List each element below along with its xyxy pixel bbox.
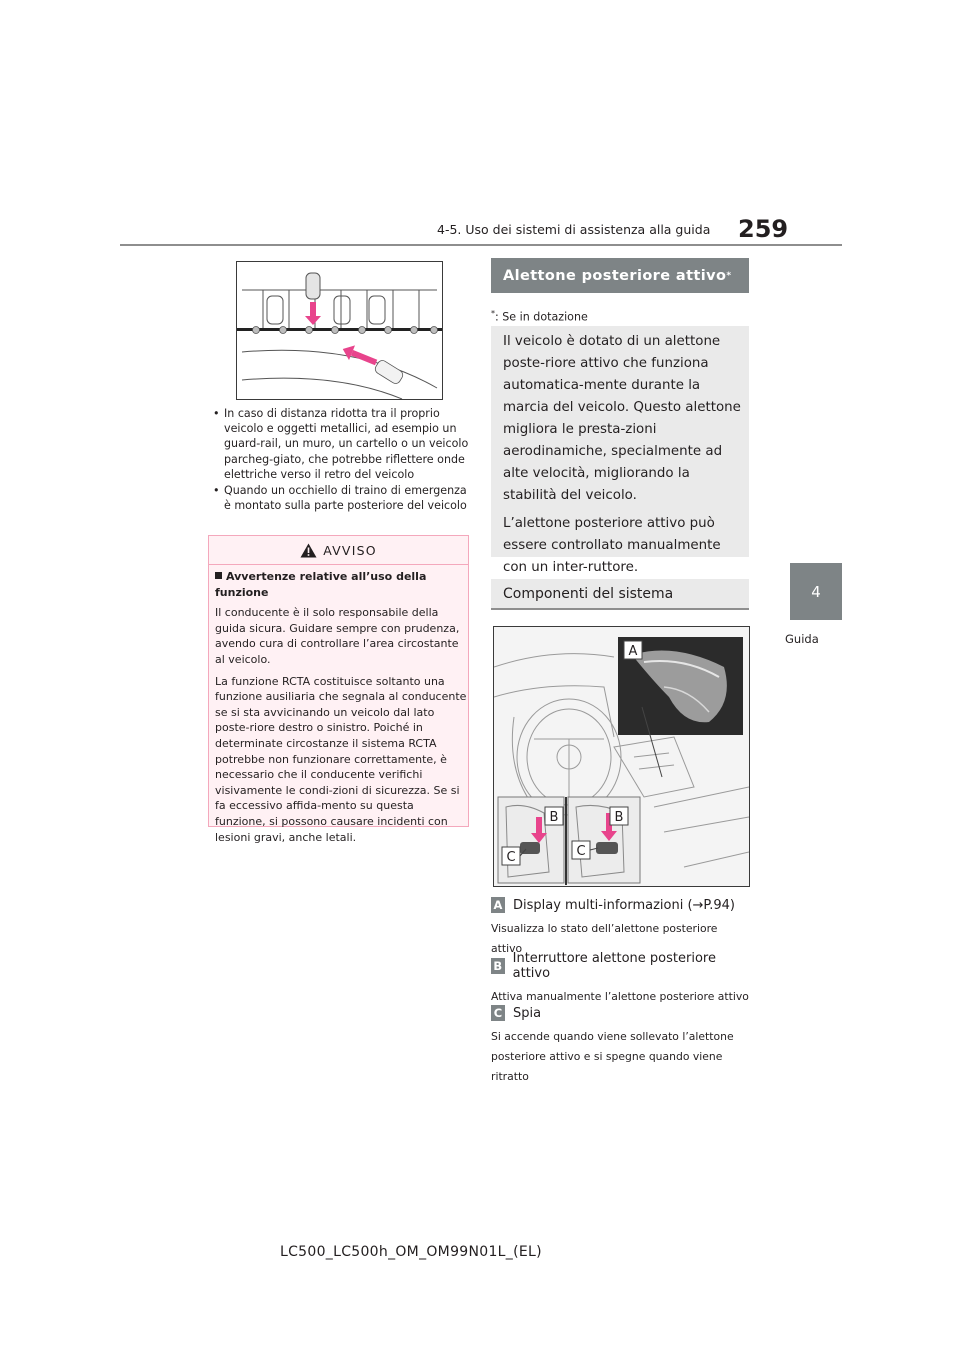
component-badge: A <box>491 897 505 913</box>
component-title: Interruttore alettone posteriore attivo <box>512 951 716 981</box>
figure-label-b-left: B <box>549 810 559 825</box>
component-description: Attiva manualmente l’alettone posteriore attivo <box>491 990 749 1003</box>
footnote-text: : Se in dotazione <box>495 310 588 324</box>
spoiler-section-heading <box>491 258 749 293</box>
parking-illustration-graphic <box>237 262 442 399</box>
warning-header <box>209 536 468 565</box>
component-title: Spia <box>513 1005 542 1021</box>
spoiler-components-illustration <box>493 626 750 887</box>
intro-paragraph: L’alettone posteriore attivo può essere controllato manualmente con un inter-ruttore. <box>503 516 721 575</box>
warning-triangle-icon <box>300 543 317 558</box>
warning-title: AVVISO <box>323 542 377 558</box>
component-title: Display multi-informazioni (→P.94) <box>513 897 735 913</box>
chapter-tab <box>790 563 842 620</box>
condition-bullet-list <box>213 406 471 514</box>
chapter-number: 4 <box>811 582 821 601</box>
component-item-a <box>491 897 751 959</box>
figure-label-c-right: C <box>576 844 586 859</box>
component-item-b <box>491 951 751 1007</box>
warning-body <box>215 569 467 851</box>
document-code: LC500_LC500h_OM_OM99N01L_(EL) <box>280 1244 542 1260</box>
component-badge: C <box>491 1005 505 1021</box>
component-item-c <box>491 1005 751 1087</box>
spoiler-heading-text: Alettone posteriore attivo <box>503 267 727 284</box>
heading-asterisk: * <box>726 270 732 281</box>
figure-label-c-left: C <box>506 850 516 865</box>
warning-paragraph: La funzione RCTA costituisce soltanto una funzione ausiliaria che segnala al conducente se si sta avvicinando un veicolo dal lato poste-riore destro o sinistro. Poiché in determinate circostanze il sistema RCTA potrebbe non funzionare correttamente, è necessario che il conducente verifichi visivamente le condi-zioni di sicurezza. Se si fa eccessivo affida-mento su questa funzione, si possono causare incidenti con lesioni gravi, anche letali. <box>215 674 467 844</box>
component-badge: B <box>491 958 505 974</box>
intro-paragraph: Il veicolo è dotato di un alettone poste-riore attivo che funziona automatica-mente durante la marcia del veicolo. Questo alettone migliora le presta-zioni aerodinamiche, specialmente ad alte velocità, migliorando la stabilità del veicolo. <box>503 334 741 503</box>
square-bullet-icon <box>215 572 222 579</box>
list-item: • Quando un occhiello di traino di emergenza è montato sulla parte posteriore del veicolo <box>213 483 471 513</box>
warning-subtitle-text: Avvertenze relative all’uso della funzione <box>215 570 427 599</box>
page-number: 259 <box>738 215 789 243</box>
list-item: • In caso di distanza ridotta tra il proprio veicolo e oggetti metallici, ad esempio un guard-rail, un muro, un cartello o un veicolo parcheg-giato, che potrebbe riflettere onde elettriche verso il retro del veicolo <box>213 406 471 482</box>
spoiler-intro-box <box>491 326 749 575</box>
component-description: Visualizza lo stato dell’alettone posteriore attivo <box>491 922 718 955</box>
warning-subtitle <box>215 569 467 600</box>
component-description: Si accende quando viene sollevato l’alettone posteriore attivo e si spegne quando viene ritratto <box>491 1030 734 1083</box>
components-heading: Componenti del sistema <box>491 579 749 610</box>
warning-box <box>208 535 469 844</box>
footnote <box>491 309 588 324</box>
header-rule <box>120 244 842 246</box>
footnote-marker: * <box>491 309 495 318</box>
parking-illustration <box>236 261 443 400</box>
warning-paragraph: Il conducente è il solo responsabile della guida sicura. Guidare sempre con prudenza, avendo cura di controllare l’area circostante al veicolo. <box>215 606 460 666</box>
figure-label-b-right: B <box>614 810 624 825</box>
cockpit-graphic <box>494 627 749 886</box>
section-header: 4-5. Uso dei sistemi di assistenza alla guida <box>437 222 711 237</box>
figure-label-a: A <box>628 644 638 659</box>
chapter-label: Guida <box>785 632 819 646</box>
